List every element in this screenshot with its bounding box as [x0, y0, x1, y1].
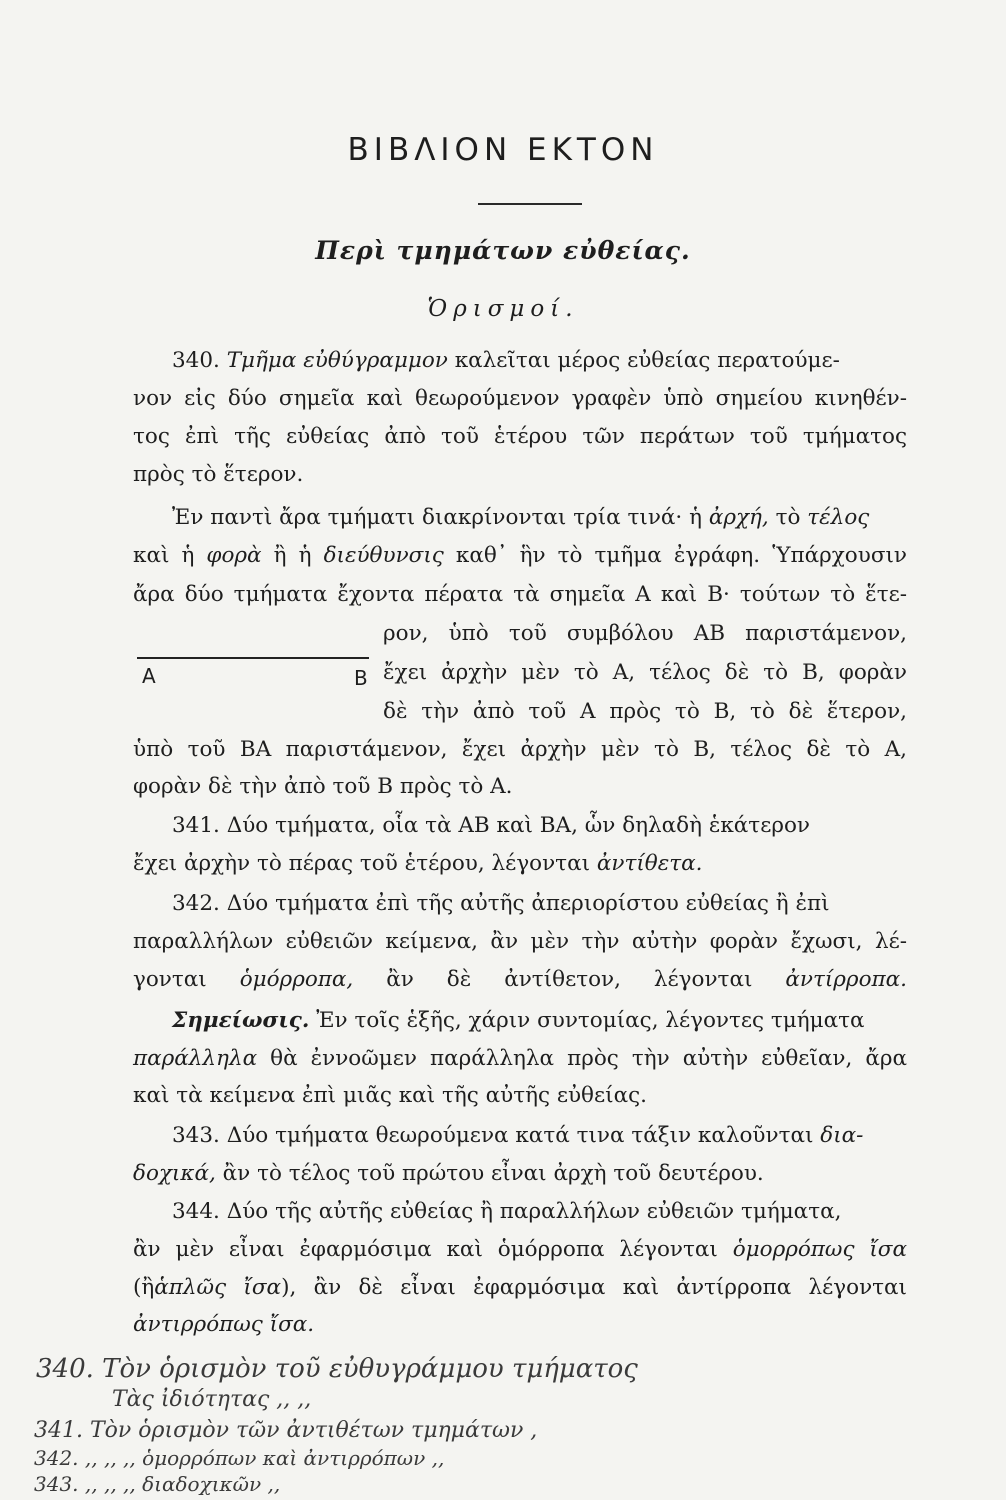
defined-term: ὁμορρόπως ἴσα [732, 1237, 908, 1262]
text-line: ρον, ὑπὸ τοῦ συμβόλου AB παριστάμενον, [383, 621, 907, 646]
paragraph-343-line [172, 1125, 907, 1147]
paragraph-342-line: 342. Δύο τμήματα ἐπὶ τῆς αὐτῆς ἀπεριορίστου εὐθείας ἢ ἐπὶ [172, 891, 830, 916]
defined-term: ἀρχή, [708, 505, 769, 530]
defined-term: ἀντίθετα. [596, 851, 703, 876]
defined-term: τέλος [807, 505, 870, 530]
handwritten-note: 341. Τὸν ὁρισμὸν τῶν ἀντιθέτων τμημάτων , [34, 1418, 538, 1443]
text-fragment: ἂν τὸ τέλος τοῦ πρώτου εἶναι ἀρχὴ τοῦ δευτέρου. [222, 1161, 764, 1186]
text-fragment: καὶ ἡ [133, 543, 195, 568]
paragraph-344-line: 344. Δύο τῆς αὐτῆς εὐθείας ἢ παραλλήλων εὐθειῶν τμήματα, [172, 1199, 842, 1224]
defined-term: ἀντίρροπα. [785, 967, 907, 992]
defined-term: δια- [820, 1123, 864, 1148]
text-line [133, 1314, 907, 1336]
text-line: τος ἐπὶ τῆς εὐθείας ἀπὸ τοῦ ἑτέρου τῶν περάτων τοῦ τμήματος [133, 424, 907, 449]
text-fragment: γονται [133, 967, 207, 992]
text-line [133, 1163, 907, 1185]
section-title: Ὁρισμοί. [427, 296, 579, 322]
defined-term: ὁμόρροπα, [239, 967, 354, 992]
paragraph-number: 340. [172, 348, 220, 373]
note-line [172, 1010, 907, 1032]
text-fragment: καλεῖται μέρος εὐθείας περατούμε- [454, 348, 840, 373]
paragraph-341-line: 341. Δύο τμήματα, οἷα τὰ AB καὶ BA, ὧν δηλαδὴ ἑκάτερον [172, 813, 810, 838]
text-fragment: ἂν δὲ ἀντίθετον, λέγονται [386, 967, 753, 992]
text-line: πρὸς τὸ ἕτερον. [133, 462, 304, 487]
text-line: φορὰν δὲ τὴν ἀπὸ τοῦ B πρὸς τὸ A. [133, 774, 513, 799]
defined-term: διεύθυνσις [323, 543, 444, 568]
handwritten-note: 342. ,, ,, ,, ὁμορρόπων καὶ ἀντιρρόπων ,, [34, 1446, 445, 1470]
text-fragment: θὰ ἐννοῶμεν παράλληλα πρὸς τὴν αὐτὴν εὐθεῖαν, ἄρα [270, 1046, 907, 1071]
defined-term: ἀντιρρόπως ἴσα. [133, 1312, 315, 1337]
text-fragment: Ἐν τοῖς ἑξῆς, χάριν συντομίας, λέγοντες τμήματα [316, 1008, 865, 1033]
text-fragment: ἢ ἡ [273, 543, 312, 568]
handwritten-note: 340. Τὸν ὁρισμὸν τοῦ εὐθυγράμμου τμήματος [36, 1354, 638, 1384]
defined-term: φορὰ [206, 543, 262, 568]
figure-label-b: B [354, 666, 368, 690]
text-line: ἔχει ἀρχὴν μὲν τὸ A, τέλος δὲ τὸ B, φορὰν [383, 660, 907, 685]
text-line [133, 1239, 907, 1261]
handwritten-note: 343. ,, ,, ,, διαδοχικῶν ,, [34, 1472, 281, 1496]
text-line: ὑπὸ τοῦ BA παριστάμενον, ἔχει ἀρχὴν μὲν τὸ B, τέλος δὲ τὸ A, [133, 737, 907, 762]
text-fragment: (ἢ [133, 1275, 155, 1300]
text-line: δὲ τὴν ἀπὸ τοῦ A πρὸς τὸ B, τὸ δὲ ἕτερον, [383, 699, 907, 724]
text-line [133, 1277, 907, 1299]
text-line [133, 545, 907, 567]
text-fragment: τὸ [775, 505, 801, 530]
defined-term: δοχικά, [133, 1161, 216, 1186]
defined-term: Τμῆμα εὐθύγραμμον [226, 348, 448, 373]
title-divider [478, 203, 582, 205]
paragraph-340-line [172, 350, 907, 372]
handwritten-note: Τὰς ἰδιότητας ,, ,, [112, 1387, 312, 1412]
segment-ab-figure [137, 657, 369, 659]
text-line: νον εἰς δύο σημεῖα καὶ θεωρούμενον γραφὲν ὑπὸ σημείου κινηθέν- [133, 386, 907, 411]
figure-label-a: A [142, 664, 156, 688]
text-line: παραλλήλων εὐθειῶν κείμενα, ἂν μὲν τὴν αὐτὴν φορὰν ἔχωσι, λέ- [133, 929, 907, 954]
chapter-title: Περὶ τμημάτων εὐθείας. [315, 236, 691, 265]
text-fragment: 343. Δύο τμήματα θεωρούμενα κατά τινα τάξιν καλοῦνται [172, 1123, 814, 1148]
text-line [172, 507, 907, 529]
book-title: ΒΙΒΛΙΟΝ ΕΚΤΟΝ [347, 132, 659, 168]
text-line: ἄρα δύο τμήματα ἔχοντα πέρατα τὰ σημεῖα A καὶ B· τούτων τὸ ἕτε- [133, 582, 907, 607]
defined-term: παράλληλα [133, 1046, 258, 1071]
text-fragment: ), ἂν δὲ εἶναι ἐφαρμόσιμα καὶ ἀντίρροπα λέγονται [281, 1275, 907, 1300]
text-fragment: ἂν μὲν εἶναι ἐφαρμόσιμα καὶ ὁμόρροπα λέγονται [133, 1237, 718, 1262]
text-line [133, 1048, 907, 1070]
text-line [133, 853, 907, 875]
text-line: καὶ τὰ κείμενα ἐπὶ μιᾶς καὶ τῆς αὐτῆς εὐθείας. [133, 1083, 647, 1108]
text-fragment: ἔχει ἀρχὴν τὸ πέρας τοῦ ἑτέρου, λέγονται [133, 851, 591, 876]
text-line [133, 969, 907, 991]
text-fragment: Ἐν παντὶ ἄρα τμήματι διακρίνονται τρία τινά· ἡ [172, 505, 702, 530]
note-label: Σημείωσις. [172, 1008, 310, 1033]
defined-term: ἁπλῶς ἴσα [154, 1275, 282, 1300]
text-fragment: καθ᾽ ἣν τὸ τμῆμα ἐγράφη. Ὑπάρχουσιν [455, 543, 907, 568]
